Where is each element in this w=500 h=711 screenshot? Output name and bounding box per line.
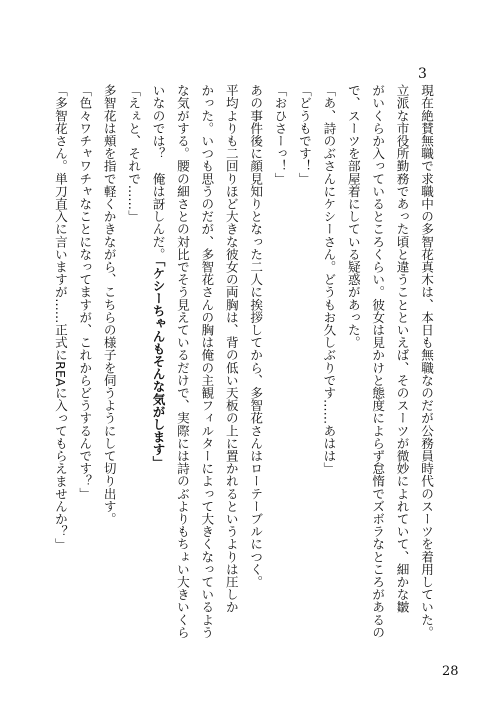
text-line: 「どうもです！」 (296, 84, 312, 185)
text-line: 多智花は頬を指で軽くかきながら、こちらの様子を伺うようにして切り出す。 (101, 84, 117, 525)
text-line: な気がする。腰の細さとの対比でそう見えているだけで、実際には詩のぶよりもちょい大きいくら (174, 84, 190, 639)
text-line: 「えぇと、それで……」 (126, 84, 142, 223)
text-line: で、スーツを部屋着にしている疑惑があった。 (345, 84, 361, 349)
text-line: 「色々ワチャワチャなことになってますが、これからどうするんです？」 (77, 84, 93, 500)
vertical-text-body (48, 84, 439, 639)
text-line (145, 84, 169, 604)
text-line: 現在絶賛無職で求職中の多智花真木は、本日も無職なのだが公務員時代のスーツを着用していた。 (419, 84, 434, 639)
text-line: 立派な市役所勤務であった頃と違うことといえば、そのスーツが微妙によれていて、細かな皺 (394, 84, 410, 614)
text-line: がいくらか入っているところくらい。彼女は見かけと態度によらず怠惰でズボラなところがあるの (370, 84, 386, 639)
text-line: かった。いつも思うのだが、多智花さんの胸は俺の主観フィルターによって大きくなっているよう (199, 84, 215, 639)
text-line: あの事件後に顔見知りとなった二人に挨拶してから、多智花さんはローテーブルにつく。 (248, 84, 264, 588)
page-number: 28 (442, 664, 459, 679)
chapter-number: 3 (418, 66, 427, 82)
text-line: 平均よりも二回りほど大きな彼女の両胸は、背の低い天板の上に置かれるというよりは圧しか (223, 84, 239, 614)
text-fragment: いなのでは？ 俺は訝しんだ。 (150, 84, 166, 261)
text-line: 「おひさーっ！」 (272, 84, 288, 185)
bold-dialogue: 「ケシーちゃんもそんな気がします」 (150, 260, 166, 469)
text-line: 「あ、詩のぶさんにケシーさん。どうもお久しぶりです……あはは」 (321, 84, 337, 475)
text-line: 「多智花さん。単刀直入に言いますが……正式にREAに入ってもらえませんか？」 (52, 84, 68, 551)
